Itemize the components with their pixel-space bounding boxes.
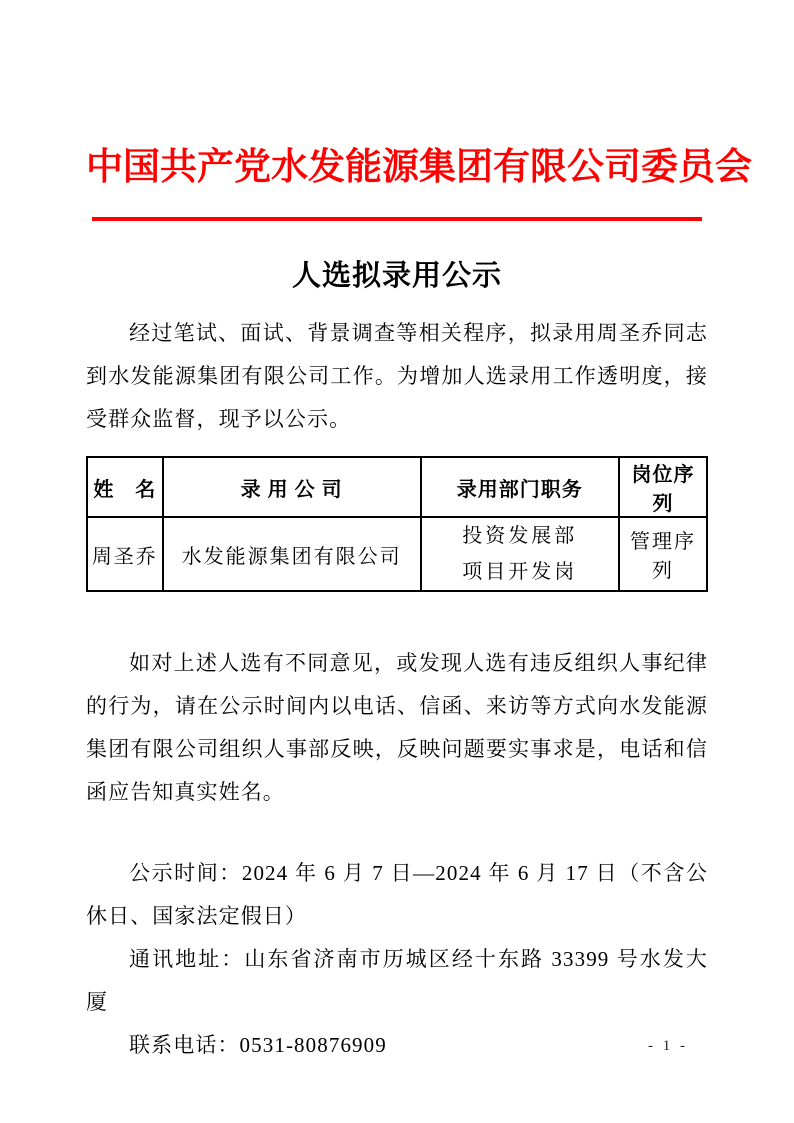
contact-phone-line: 联系电话：0531-80876909 — [129, 1033, 387, 1057]
intro-paragraph: 经过笔试、面试、背景调查等相关程序，拟录用周圣乔同志到水发能源集团有限公司工作。为增加人选录用工作透明度，接受群众监督，现予以公示。 — [86, 321, 708, 431]
page-number: - 1 - — [648, 1038, 688, 1054]
cell-series: 管理序列 — [619, 517, 707, 591]
notice-period-line: 公示时间：2024 年 6 月 7 日—2024 年 6 月 17 日（不含公休日、国家法定假日） — [86, 861, 708, 928]
cell-candidate-name: 周圣乔 — [87, 517, 163, 591]
table-row — [87, 517, 707, 591]
col-header-company: 录 用 公 司 — [163, 457, 421, 517]
col-header-series: 岗位序列 — [619, 457, 707, 517]
mailing-address-line: 通讯地址：山东省济南市历城区经十东路 33399 号水发大厦 — [86, 947, 708, 1014]
department-line-1: 投资发展部 — [462, 525, 578, 547]
candidate-table — [86, 456, 708, 592]
col-header-department: 录用部门职务 — [421, 457, 619, 517]
letterhead-title: 中国共产党水发能源集团有限公司委员会 — [86, 147, 752, 188]
letterhead-divider — [92, 217, 702, 221]
cell-company: 水发能源集团有限公司 — [163, 517, 421, 591]
objection-paragraph: 如对上述人选有不同意见，或发现人选有违反组织人事纪律的行为，请在公示时间内以电话、信函、来访等方式向水发能源集团有限公司组织人事部反映，反映问题要实事求是，电话和信函应告知真实姓名。 — [86, 651, 708, 804]
department-line-2: 项目开发岗 — [462, 561, 578, 583]
cell-department — [421, 517, 619, 591]
document-title: 人选拟录用公示 — [291, 260, 502, 292]
col-header-name: 姓 名 — [87, 457, 163, 517]
table-header-row — [87, 457, 707, 517]
